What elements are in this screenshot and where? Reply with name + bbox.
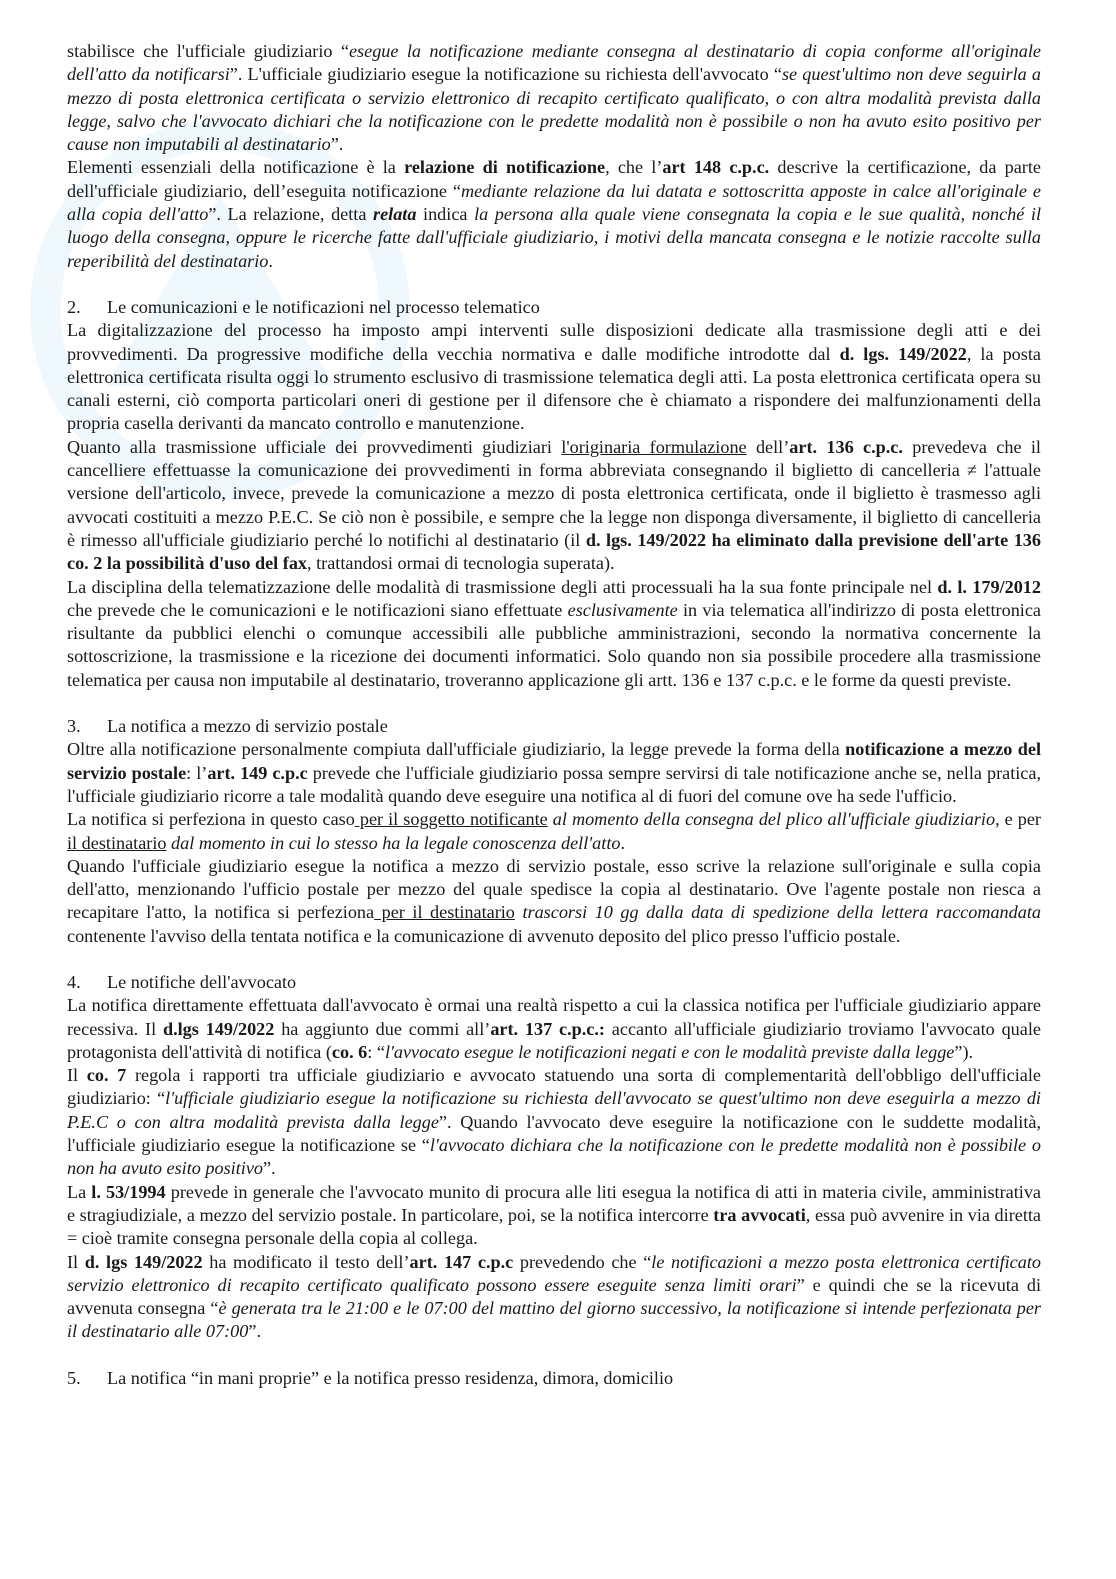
text-run: co. 6 <box>331 1041 368 1062</box>
text-run: prevedendo che “ <box>513 1251 652 1272</box>
text-run: , la posta elettronica certificata risulta oggi lo strumento esclusivo di trasmissione telematica degli atti. La posta elettronica certificata opera su canali esterni, ciò comporta particolari oneri di gestione per il difensore che è chiamato a rispondere dei malfunzionamenti della propria casella derivanti da mancato controllo e manutenzione. <box>67 343 1041 434</box>
text-run: che prevede che le comunicazioni e le notificazioni siano effettuate <box>67 599 568 620</box>
text-run: la persona alla quale viene consegnata la copia e le sue qualità, nonché il luogo della consegna, oppure le ricerche fatte dall'ufficiale giudiziario, i motivi della mancata consegna e le notizie raccolte sulla reperibilità del destinatario <box>67 204 1041 271</box>
text-run: ”. <box>263 1158 276 1179</box>
text-run: ”. La relazione, detta <box>208 204 373 225</box>
text-run: dal momento in cui lo stesso ha la legale conoscenza dell'atto <box>171 832 621 853</box>
text-run: le notificazioni a mezzo posta elettronica certificato servizio elettronico di recapito certificato qualificato possono essere eseguite senza limiti orari <box>67 1251 1041 1295</box>
section-2-paragraph-1 <box>67 319 1041 435</box>
section-3-number: 3. <box>67 716 81 737</box>
text-run: La digitalizzazione del processo ha imposto ampi interventi sulle disposizioni dedicate alla trasmissione degli atti e dei provvedimenti. Da progressive modifiche della vecchia normativa e dalle modifiche introdotte dal <box>67 320 1041 364</box>
text-run: . <box>620 832 626 853</box>
text-run: , essa può avvenire in via diretta = cioè tramite consegna personale della copia al collega. <box>67 1204 1042 1249</box>
text-run: Il <box>67 1251 85 1272</box>
text-run: Quando l'ufficiale giudiziario esegue la notifica a mezzo di servizio postale, esso scrive la relazione sull'originale e sulla copia dell'atto, menzionando l'ufficio postale per mezzo del quale spedisce la copia al destinatario. Ove l'agente postale non riesca a recapitare l'atto, la notifica si perfeziona <box>67 855 1041 923</box>
text-run: art 148 c.p.c. <box>662 157 770 178</box>
text-run: accanto all'ufficiale giudiziario troviamo l'avvocato quale protagonista dell'attività di notifica ( <box>67 1018 1041 1062</box>
text-run: l'ufficiale giudiziario esegue la notificazione su richiesta dell'avvocato se quest'ultimo non deve eseguirla a mezzo di P.E.C o con altra modalità prevista dalla legge <box>67 1088 1041 1132</box>
section-3-paragraph-3 <box>67 855 1041 948</box>
text-run: Elementi essenziali della notificazione è la <box>67 157 405 178</box>
section-2-number: 2. <box>67 296 81 317</box>
text-run: trascorsi 10 gg dalla data di spedizione della lettera raccomandata <box>522 902 1041 923</box>
text-run: : l’ <box>186 762 208 783</box>
text-run: ”. <box>330 134 344 155</box>
text-run: se quest'ultimo non deve seguirla a mezzo di posta elettronica certificata o servizio elettronico di recapito certificato qualificato, o con altra modalità prevista dalla legge, salvo che l'avvocato dichiari che la notificazione con le predette modalità non è possibile o non ha avuto esito positivo per cause non imputabili al destinatario <box>67 64 1042 155</box>
text-run: Il <box>67 1065 87 1086</box>
text-run: notificazione a mezzo del servizio postale <box>67 739 1041 783</box>
text-run: regola i rapporti tra ufficiale giudiziario e avvocato statuendo una sorta di complementarità dell'obbligo dell'ufficiale giudiziario: “ <box>67 1065 1041 1109</box>
section-4-paragraph-3 <box>67 1181 1041 1251</box>
section-4-number: 4. <box>67 971 81 992</box>
text-run: art. 137 c.p.c.: <box>490 1018 605 1039</box>
section-2-heading <box>67 296 1041 319</box>
text-run: contenente l'avviso della tentata notifica e la comunicazione di avvenuto deposito del plico presso l'ufficio postale. <box>67 925 901 946</box>
text-run: d. lgs. 149/2022 ha eliminato dalla previsione dell'arte 136 co. 2 la possibilità d'uso del fax <box>67 529 1041 574</box>
text-run: d. lgs 149/2022 <box>84 1251 203 1272</box>
text-run: ha aggiunto due commi all’ <box>274 1018 491 1039</box>
section-3-paragraph-1 <box>67 738 1041 808</box>
text-run: esclusivamente <box>567 599 678 620</box>
text-run: prevede che l'ufficiale giudiziario possa sempre servirsi di tale notificazione anche se, nella pratica, l'ufficiale giudiziario ricorre a tale modalità quando deve eseguire una notifica al di fuori del comune ove ha sede l'ufficio. <box>67 762 1042 806</box>
section-4-title: Le notifiche dell'avvocato <box>107 971 297 992</box>
text-run: : “ <box>367 1041 385 1062</box>
text-run: dell’ <box>746 436 790 457</box>
text-run: ”. Quando l'avvocato deve eseguire la notificazione con le suddette modalità, l'ufficiale giudiziario esegue la notificazione se “ <box>67 1111 1041 1156</box>
section-3-title: La notifica a mezzo di servizio postale <box>107 716 388 737</box>
text-run: d. l. 179/2012 <box>937 576 1041 597</box>
section-5-number: 5. <box>67 1367 81 1388</box>
text-run: prevedeva che il cancelliere effettuasse la comunicazione dei provvedimenti in forma abbreviata consegnando il biglietto di cancelleria ≠ l'attuale versione dell'articolo, invece, prevede la comunicazione a mezzo di posta elettronica certificata, onde il biglietto è trasmesso agli avvocati costituiti a mezzo P.E.C. Se ciò non è possibile, e sempre che la legge non disponga diversamente, il biglietto di cancelleria è rimesso all'ufficiale giudiziario perché lo notifichi al destinatario (il <box>67 436 1041 550</box>
text-run: descrive la certificazione, da parte dell'ufficiale giudiziario, dell’eseguita notificazione “ <box>67 157 1041 201</box>
text-run: l'avvocato dichiara che la notificazione con le predette modalità non è possibile o non ha avuto esito positivo <box>67 1135 1041 1179</box>
text-run: l. 53/1994 <box>91 1181 166 1202</box>
text-run: d.lgs 149/2022 <box>162 1018 275 1039</box>
text-run: indica <box>416 204 475 225</box>
section-4-paragraph-1 <box>67 994 1041 1064</box>
text-run: mediante relazione da lui datata e sottoscritta apposte in calce all'originale e alla copia dell'atto <box>67 180 1041 225</box>
section-2-title: Le comunicazioni e le notificazioni nel processo telematico <box>107 296 540 317</box>
section-4-paragraph-2 <box>67 1064 1041 1180</box>
intro-paragraph-1 <box>67 40 1041 156</box>
text-run: l'avvocato esegue le notificazioni negati e con le modalità previste dalla legge <box>384 1041 955 1062</box>
text-run: Quanto alla trasmissione ufficiale dei provvedimenti giudiziari <box>67 436 562 457</box>
text-run: ha modificato il testo dell’ <box>202 1251 410 1272</box>
text-run: d. lgs. 149/2022 <box>839 343 967 364</box>
text-run: tra avvocati <box>713 1204 806 1225</box>
text-run: al momento della consegna del plico all'ufficiale giudiziario <box>552 809 996 830</box>
text-run: ”. <box>248 1321 261 1342</box>
section-5-heading <box>67 1367 1041 1390</box>
text-run: ”. L'ufficiale giudiziario esegue la notificazione su richiesta dell'avvocato “ <box>229 64 782 85</box>
text-run: l'originaria formulazione <box>561 436 747 457</box>
text-run: La notifica direttamente effettuata dall'avvocato è ormai una realtà rispetto a cui la classica notifica per l'ufficiale giudiziario appare recessiva. Il <box>67 995 1041 1039</box>
text-run: prevede in generale che l'avvocato munito di procura alle liti esegua la notifica di atti in materia civile, amministrativa e stragiudiziale, a mezzo del servizio postale. In particolare, poi, se la notifica intercorre <box>67 1181 1042 1225</box>
text-run: stabilisce che l'ufficiale giudiziario “ <box>67 41 349 61</box>
text-run: , trattandosi ormai di tecnologia superata). <box>307 553 615 574</box>
text-run: Oltre alla notificazione personalmente compiuta dall'ufficiale giudiziario, la legge prevede la forma della <box>67 739 846 760</box>
section-3-heading <box>67 715 1041 738</box>
text-run: in via telematica all'indirizzo di posta elettronica risultante da pubblici elenchi o comunque accessibili alle pubbliche amministrazioni, secondo la normativa concernente la sottoscrizione, la trasmissione e la ricezione dei documenti informatici. Solo quando non sia possibile procedere alla trasmissione telematica per causa non imputabile al destinatario, troveranno applicazione gli artt. 136 e 137 c.p.c. e le forme da questi previste. <box>67 599 1041 690</box>
text-run: La disciplina della telematizzazione delle modalità di trasmissione degli atti processuali ha la sua fonte principale nel <box>67 576 938 597</box>
document-page <box>67 40 1041 1390</box>
text-run: co. 7 <box>86 1065 127 1086</box>
text-run: art. 136 c.p.c. <box>789 436 903 457</box>
text-run: ”). <box>954 1041 974 1062</box>
text-run: per il destinatario <box>374 902 515 923</box>
text-run: , e per <box>995 809 1041 830</box>
text-run: La notifica si perfeziona in questo caso <box>67 809 355 830</box>
section-5-title: La notifica “in mani proprie” e la notifica presso residenza, dimora, domicilio <box>107 1367 674 1388</box>
section-3-paragraph-2 <box>67 808 1041 855</box>
text-run: relata <box>373 204 417 225</box>
text-run: . <box>268 250 273 271</box>
text-run: relazione di notificazione <box>404 157 606 178</box>
intro-paragraph-2 <box>67 156 1041 272</box>
text-run: è generata tra le 21:00 e le 07:00 del mattino del giorno successivo, la notificazione si intende perfezionata per il destinatario alle 07:00 <box>67 1298 1042 1342</box>
text-run: La <box>67 1181 92 1202</box>
text-run: esegue la notificazione mediante consegna al destinatario di copia conforme all'originale dell'atto da notificarsi <box>67 41 1041 85</box>
text-run: per il soggetto notificante <box>354 809 548 830</box>
text-run: art. 147 c.p.c <box>409 1251 514 1272</box>
text-run: art. 149 c.p.c <box>207 762 308 783</box>
section-2-paragraph-3 <box>67 576 1041 692</box>
text-run: il destinatario <box>67 832 167 853</box>
section-4-paragraph-4 <box>67 1251 1041 1344</box>
section-2-paragraph-2 <box>67 436 1041 576</box>
section-4-heading <box>67 971 1041 994</box>
text-run: ” e quindi che se la ricevuta di avvenuta consegna “ <box>67 1274 1042 1319</box>
text-run: , che l’ <box>605 157 663 178</box>
